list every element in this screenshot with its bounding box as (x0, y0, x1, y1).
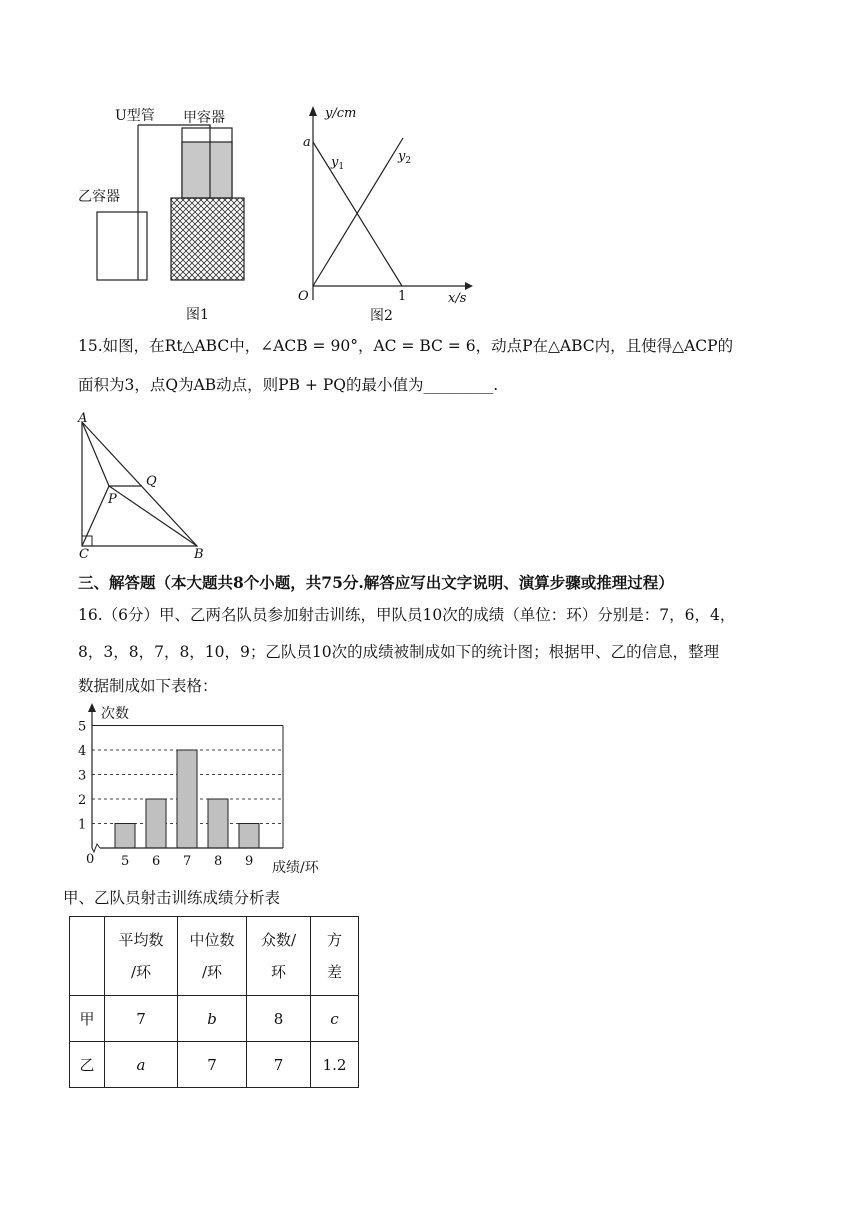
axis-break-mark (92, 844, 100, 852)
chart-y-tick-label: 5 (78, 719, 87, 735)
chart-bar (239, 824, 259, 849)
label-point-a: A (78, 411, 88, 426)
q16-line3: 数据制成如下表格： (78, 677, 218, 695)
table-title: 甲、乙队员射击训练成绩分析表 (63, 889, 281, 907)
label-container-yi: 乙容器 (78, 189, 120, 205)
table-cell: 1.2 (311, 1042, 359, 1088)
right-angle-mark (82, 536, 92, 546)
analysis-table (69, 916, 359, 1088)
label-container-jia: 甲容器 (183, 110, 225, 126)
table-cell: a (105, 1042, 178, 1088)
container-jia-liquid (182, 142, 232, 198)
label-y1: $y_1$ (331, 155, 345, 172)
table-cell: b (178, 996, 247, 1042)
chart-bar (208, 799, 228, 848)
chart-x-tick-label: 9 (245, 854, 254, 869)
chart-y-ticks (78, 720, 86, 833)
q15-line1: 15.如图，在Rt△ABC中，∠ACB = 90°，AC = BC = 6，动点P在△ABC内，且使得△ACP的 (78, 337, 734, 355)
table-header-empty (70, 917, 105, 996)
label-point-b: B (194, 547, 204, 562)
table-header-median: 中位数 /环 (178, 917, 247, 996)
table-header-mean: 平均数 /环 (105, 917, 178, 996)
table-cell: 甲 (70, 996, 105, 1042)
line-y2 (313, 138, 403, 286)
chart-x-tick-label: 8 (214, 854, 223, 869)
chart-x-tick-label: 7 (183, 854, 192, 869)
q15-line2: 面积为3，点Q为AB动点，则PB + PQ的最小值为_________. (78, 376, 499, 394)
label-point-q: Q (146, 474, 157, 489)
table-header-mode: 众数/ 环 (247, 917, 311, 996)
table-header-row (70, 917, 359, 996)
chart-x-tick-label: 5 (121, 854, 130, 869)
label-u-tube: U型管 (115, 108, 155, 124)
label-y2: $y_2$ (398, 149, 412, 166)
segment-ap (82, 422, 109, 486)
segment-pb (109, 486, 197, 546)
q16-line2: 8，3，8，7，8，10，9；乙队员10次的成绩被制成如下的统计图；根据甲、乙的信息，整理 (78, 643, 720, 661)
chart-y-tick-label: 4 (78, 744, 87, 759)
chart-x-tick-label: 6 (152, 854, 161, 869)
fig2-caption: 图2 (370, 308, 393, 324)
figure-2 (285, 100, 485, 330)
x-axis-label: x/s (448, 291, 467, 306)
table-cell: 乙 (70, 1042, 105, 1088)
table-cell: 7 (178, 1042, 247, 1088)
segment-cp (82, 486, 109, 546)
chart-y-tick-label: 2 (78, 793, 87, 808)
q15-triangle-figure (70, 410, 220, 562)
x-tick-1: 1 (398, 289, 407, 304)
chart-y-tick-label: 1 (78, 817, 87, 833)
table-header-variance: 方 差 (311, 917, 359, 996)
chart-y-tick-label: 3 (78, 768, 87, 784)
label-point-c: C (79, 547, 89, 562)
label-a: a (303, 135, 311, 150)
origin-label: O (298, 289, 309, 304)
chart-bar (115, 824, 135, 849)
chart-y-label: 次数 (101, 706, 129, 722)
table-cell: c (311, 996, 359, 1042)
y-axis-label: y/cm (325, 106, 357, 121)
bar-chart (75, 700, 365, 880)
fig1-caption: 图1 (186, 307, 209, 323)
label-point-p: P (108, 492, 117, 507)
triangle-abc (82, 422, 197, 546)
q16-line1: 16.（6分）甲、乙两名队员参加射击训练，甲队员10次的成绩（单位：环）分别是：7，6，4， (78, 606, 736, 624)
chart-origin-label: 0 (86, 852, 95, 867)
chart-bar (146, 799, 166, 848)
table-row (70, 996, 359, 1042)
table-row (70, 1042, 359, 1088)
chart-x-ticks (121, 854, 253, 869)
table-cell: 8 (247, 996, 311, 1042)
table-cell: 7 (105, 996, 178, 1042)
chart-bar (177, 750, 197, 848)
crosshatch-stand (171, 198, 244, 280)
container-yi (97, 212, 147, 280)
chart-x-label: 成绩/环 (272, 860, 319, 876)
table-cell: 7 (247, 1042, 311, 1088)
section3-heading: 三、解答题（本大题共8个小题，共75分.解答应写出文字说明、演算步骤或推理过程） (78, 573, 674, 592)
figure-1 (60, 95, 270, 330)
